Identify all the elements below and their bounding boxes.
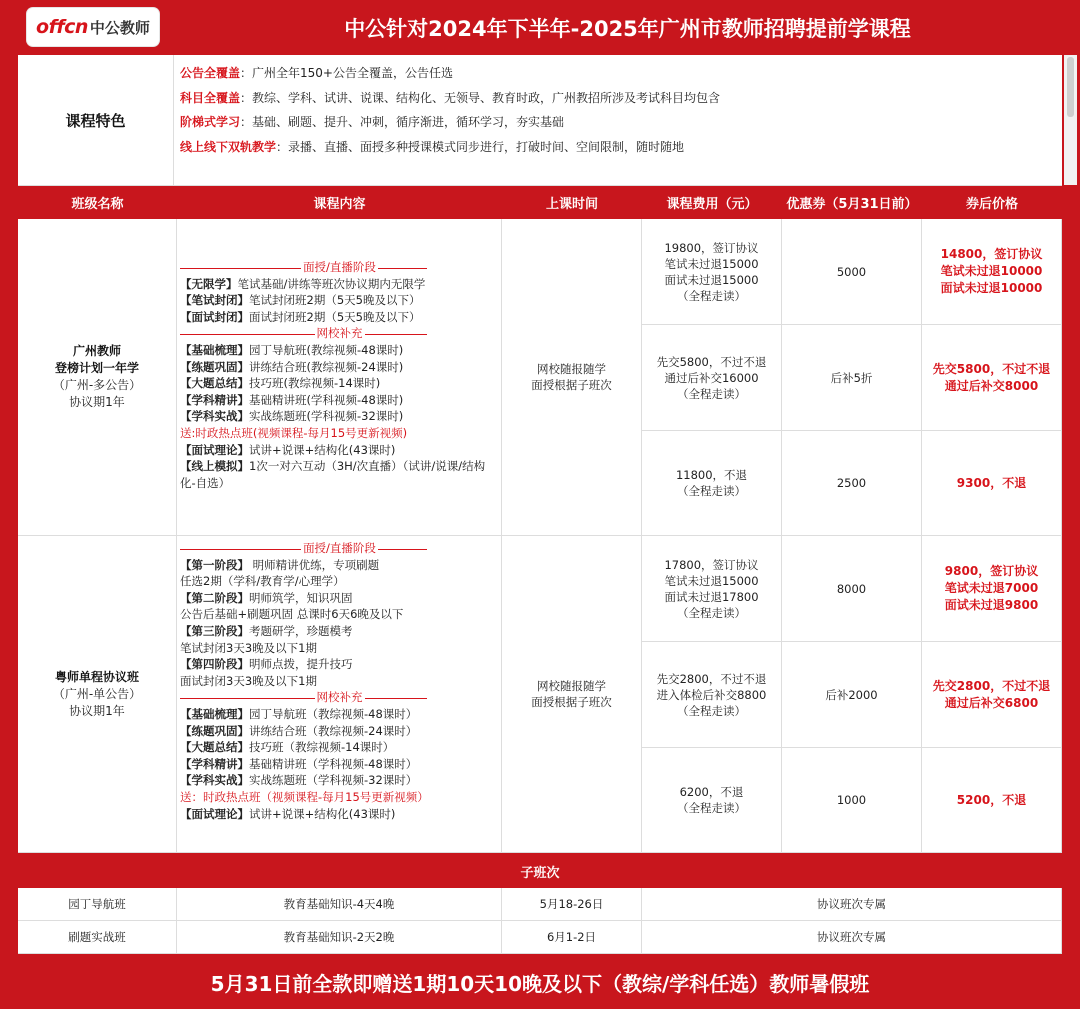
feature-line <box>180 61 1058 86</box>
coupon-value: 2500 <box>836 476 867 490</box>
content-item-text: 基础精讲班(学科视频-48课时) <box>249 392 404 407</box>
feature-line <box>180 135 1058 160</box>
price-line: 笔试未过退7000 <box>944 581 1039 595</box>
content-item <box>180 756 499 773</box>
col-fee-header: 课程费用（元） <box>666 197 758 212</box>
price-line: 通过后补交6800 <box>944 695 1039 710</box>
price-line: 通过后补交8000 <box>944 378 1039 393</box>
col-class-name-header: 班级名称 <box>71 197 124 212</box>
col-time-header: 上课时间 <box>545 197 598 212</box>
features-list <box>180 61 1058 159</box>
fee-line: 通过后补交16000 <box>664 370 759 385</box>
feature-text: ：录播、直播、面授多种授课模式同步进行，打破时间、空间限制，随时随地 <box>276 139 685 154</box>
price-cell <box>922 431 1062 536</box>
fee-cell <box>642 325 782 431</box>
fee-cell <box>642 748 782 853</box>
content-item <box>180 458 499 491</box>
content-item-key: 【学科精讲】 <box>180 392 249 407</box>
schedule-line: 网校随报随学 <box>537 679 606 693</box>
price-text <box>941 246 1043 297</box>
subclass-time-cell <box>502 888 642 921</box>
class-name <box>53 343 141 411</box>
content-item <box>180 292 499 309</box>
subclass-time-cell <box>502 921 642 954</box>
col-coupon-header: 优惠券（5月31日前） <box>786 197 918 212</box>
fee-line: （全程走读） <box>677 484 746 498</box>
course-content-cell <box>177 536 502 853</box>
content-item <box>180 557 499 574</box>
feature-key: 阶梯式学习 <box>180 115 241 129</box>
content-item-text: 试讲+说课+结构化(43课时) <box>249 442 396 457</box>
content-item-text: 讲练结合班(教综视频-24课时) <box>249 359 404 374</box>
logo-cn: 中公教师 <box>89 18 150 37</box>
coupon-value: 5000 <box>836 264 867 279</box>
content-item-key: 【无限学】 <box>180 276 238 291</box>
feature-line <box>180 110 1058 135</box>
top-banner <box>0 0 1080 55</box>
class-sub-line: 协议期1年 <box>69 703 125 718</box>
content-item-key: 【第三阶段】 <box>180 623 249 638</box>
schedule-line: 网校随报随学 <box>537 362 606 376</box>
subclass-name-cell <box>18 888 177 921</box>
coupon-value: 后补2000 <box>825 687 878 702</box>
scrollbar-thumb[interactable] <box>1067 57 1074 117</box>
content-item-text: 明师筑学，知识巩固 <box>249 590 353 605</box>
content-item <box>180 359 499 376</box>
content-item-key: 【第一阶段】 <box>180 557 249 572</box>
schedule-text <box>531 361 612 393</box>
content-item-key: 【笔试封闭】 <box>180 293 249 308</box>
course-content-cell <box>177 219 502 536</box>
subclass-header: 子班次 <box>18 854 1062 888</box>
coupon-cell <box>782 536 922 642</box>
content-item-text: 实战练题班（学科视频-32课时） <box>249 773 418 788</box>
fee-line: 11800，不退 <box>675 468 748 482</box>
fee-text <box>664 240 758 304</box>
schedule-cell <box>502 536 642 853</box>
fee-cell <box>642 536 782 642</box>
content-item <box>180 739 499 756</box>
fee-line: 先交5800，不过不退 <box>656 354 767 369</box>
gift-line: 送：时政热点班（视频课程-每月15号更新视频） <box>180 789 429 804</box>
course-table <box>18 219 1062 853</box>
class-title-line: 登榜计划一年学 <box>54 361 139 375</box>
content-item <box>180 706 499 723</box>
fee-text <box>657 671 767 719</box>
content-item-text: 实战练题班(学科视频-32课时) <box>249 409 404 424</box>
class-name-cell <box>18 536 177 853</box>
coupon-value: 8000 <box>836 581 867 596</box>
stage-label: 网校补充 <box>316 326 363 341</box>
feature-text: ：基础、刷题、提升、冲刺，循序渐进，循环学习，夯实基础 <box>240 115 565 129</box>
coupon-value: 1000 <box>836 793 867 807</box>
content-item-key: 【线上模拟】 <box>180 459 249 474</box>
content-item-text: 讲练结合班（教综视频-24课时） <box>249 723 418 738</box>
class-name-cell <box>18 219 177 536</box>
class-sub-line: （广州-单公告） <box>52 686 142 701</box>
content-item-text: 面试封闭班2期（5天5晚及以下） <box>249 309 421 324</box>
content-item-text: 明师点拨，提升技巧 <box>249 657 353 672</box>
features-label: 课程特色 <box>18 55 174 185</box>
subclass-note-cell <box>642 921 1062 954</box>
fee-line: 进入体检后补交8800 <box>656 687 767 702</box>
fee-text <box>657 354 767 402</box>
feature-key: 科目全覆盖 <box>180 90 241 105</box>
stage-label: 面授/直播阶段 <box>303 260 376 274</box>
subclass-note: 协议班次专属 <box>817 930 886 944</box>
price-line: 5200，不退 <box>956 792 1027 807</box>
content-item-key: 【大题总结】 <box>180 376 249 391</box>
class-title-line: 广州教师 <box>72 344 121 358</box>
content-item-key: 【学科实战】 <box>180 773 249 788</box>
fee-line: 面试未过退17800 <box>664 589 759 604</box>
content-item-key: 【面试封闭】 <box>180 309 249 324</box>
content-item <box>180 723 499 740</box>
content-item <box>180 408 499 425</box>
fee-line: （全程走读） <box>677 801 746 815</box>
price-cell <box>922 325 1062 431</box>
content-item <box>180 276 499 293</box>
fee-line: 先交2800，不过不退 <box>656 671 767 686</box>
fee-line: （全程走读） <box>677 703 746 718</box>
price-line: 14800，签订协议 <box>940 247 1043 261</box>
content-item-text: 园丁导航班（教综视频-48课时） <box>249 706 418 721</box>
class-title-line: 粤师单程协议班 <box>54 669 139 684</box>
subclass-table <box>18 888 1062 954</box>
content-item-key: 【面试理论】 <box>180 806 249 821</box>
stage-label: 面授/直播阶段 <box>303 541 376 555</box>
content-line: 公告后基础+刷题巩固 总课时6天6晚及以下 <box>180 607 404 622</box>
content-item-text: 技巧班(教综视频-14课时) <box>249 376 381 391</box>
subclass-content-cell <box>177 888 502 921</box>
fee-cell <box>642 642 782 748</box>
fee-line: （全程走读） <box>677 605 746 620</box>
subclass-note: 协议班次专属 <box>817 897 886 911</box>
course-features <box>18 55 1062 186</box>
content-item-key: 【大题总结】 <box>180 740 249 755</box>
content-line: 面试封闭3天3晚及以下1期 <box>180 673 317 688</box>
price-line: 先交5800，不过不退 <box>932 361 1051 376</box>
subclass-name-cell <box>18 921 177 954</box>
price-line: 9800，签订协议 <box>944 564 1039 578</box>
content-item-text: 考题研学，珍题模考 <box>249 623 353 638</box>
fee-cell <box>642 219 782 325</box>
feature-key: 线上线下双轨教学 <box>180 139 277 154</box>
stage-divider <box>180 325 499 342</box>
fee-line: 面试未过退15000 <box>664 272 759 287</box>
coupon-cell <box>782 748 922 853</box>
feature-key: 公告全覆盖 <box>180 66 241 80</box>
content-item-key: 【学科实战】 <box>180 409 249 424</box>
price-cell <box>922 748 1062 853</box>
price-text <box>933 361 1050 395</box>
subclass-time: 6月1-2日 <box>546 930 597 944</box>
content-item-key: 【练题巩固】 <box>180 723 249 738</box>
col-price-header: 券后价格 <box>965 197 1018 212</box>
content-item-text: 明师精讲优练，专项刷题 <box>249 557 380 572</box>
coupon-cell <box>782 431 922 536</box>
content-item-key: 【第四阶段】 <box>180 657 249 672</box>
price-cell <box>922 536 1062 642</box>
content-item-text: 试讲+说课+结构化(43课时) <box>249 806 396 821</box>
content-item <box>180 442 499 459</box>
price-line: 面试未过退10000 <box>940 281 1043 295</box>
subclass-content: 教育基础知识-2天2晚 <box>283 930 395 944</box>
logo-latin: offcn <box>36 16 88 38</box>
content-item-key: 【面试理论】 <box>180 442 249 457</box>
schedule-cell <box>502 219 642 536</box>
fee-text <box>664 557 758 621</box>
fee-line: 17800，签订协议 <box>664 557 759 572</box>
content-line: 笔试封闭3天3晚及以下1期 <box>180 640 317 655</box>
fee-line: 19800，签订协议 <box>664 240 759 255</box>
subclass-content-cell <box>177 921 502 954</box>
subclass-time: 5月18-26日 <box>539 897 604 911</box>
content-item <box>180 806 499 823</box>
content-item-text: 园丁导航班(教综视频-48课时) <box>249 342 404 357</box>
price-line: 笔试未过退10000 <box>940 264 1043 278</box>
offcn-logo <box>27 8 159 46</box>
stage-divider <box>180 689 499 706</box>
class-sub-line: （广州-多公告） <box>52 378 142 392</box>
content-item-key: 【第二阶段】 <box>180 590 249 605</box>
content-item-key: 【学科精讲】 <box>180 756 249 771</box>
page-title: 中公针对2024年下半年-2025年广州市教师招聘提前学课程 <box>344 16 911 41</box>
subclass-content: 教育基础知识-4天4晚 <box>283 897 395 911</box>
gift-line: 送:时政热点班(视频课程-每月15号更新视频) <box>180 425 408 440</box>
price-line: 先交2800，不过不退 <box>932 678 1051 693</box>
content-item-text: 笔试基础/讲练等班次协议期内无限学 <box>237 276 426 291</box>
subclass-name: 园丁导航班 <box>68 897 126 911</box>
coupon-cell <box>782 642 922 748</box>
content-item <box>180 309 499 326</box>
content-item-key: 【练题巩固】 <box>180 359 249 374</box>
price-line: 9300，不退 <box>956 475 1027 490</box>
class-sub-line: 协议期1年 <box>69 395 125 409</box>
class-name <box>53 669 141 720</box>
price-cell <box>922 642 1062 748</box>
content-item-key: 【基础梳理】 <box>180 706 249 721</box>
fee-line: （全程走读） <box>677 288 746 303</box>
content-item-text: 基础精讲班（学科视频-48课时） <box>249 756 418 771</box>
content-item-text: 笔试封闭班2期（5天5晚及以下） <box>249 293 421 308</box>
coupon-cell <box>782 325 922 431</box>
fee-text <box>677 784 746 816</box>
content-item <box>180 342 499 359</box>
price-text <box>957 792 1026 809</box>
content-line: 任选2期（学科/教育学/心理学） <box>180 574 345 589</box>
fee-line: 笔试未过退15000 <box>664 256 759 271</box>
price-text <box>957 475 1026 492</box>
content-item <box>180 375 499 392</box>
fee-line: 笔试未过退15000 <box>664 573 759 588</box>
footer-promo: 5月31日前全款即赠送1期10天10晚及以下（教综/学科任选）教师暑假班 <box>210 971 870 996</box>
price-text <box>945 563 1038 614</box>
content-item-text: 1次一对六互动（3H/次直播）（试讲/说课/结构化-自选） <box>180 459 486 490</box>
coupon-value: 后补5折 <box>830 370 873 385</box>
content-item <box>180 772 499 789</box>
feature-text: ：广州全年150+公告全覆盖，公告任选 <box>240 66 453 80</box>
content-item <box>180 623 499 640</box>
schedule-text <box>531 678 612 710</box>
scrollbar[interactable] <box>1064 55 1077 185</box>
stage-label: 网校补充 <box>316 690 363 705</box>
content-item <box>180 656 499 673</box>
price-cell <box>922 219 1062 325</box>
feature-line <box>180 86 1058 111</box>
stage-divider <box>180 540 499 557</box>
coupon-cell <box>782 219 922 325</box>
fee-line: （全程走读） <box>677 386 746 401</box>
content-item-key: 【基础梳理】 <box>180 342 249 357</box>
fee-cell <box>642 431 782 536</box>
table-header <box>18 186 1062 219</box>
schedule-line: 面授根据子班次 <box>531 378 612 392</box>
subclass-note-cell <box>642 888 1062 921</box>
schedule-line: 面授根据子班次 <box>531 695 612 709</box>
content-item <box>180 392 499 409</box>
content-item <box>180 590 499 607</box>
stage-divider <box>180 259 499 276</box>
price-line: 面试未过退9800 <box>944 598 1039 612</box>
fee-text <box>676 467 747 499</box>
price-text <box>933 678 1050 712</box>
content-item-text: 技巧班（教综视频-14课时） <box>249 740 395 755</box>
feature-text: ：教综、学科、试讲、说课、结构化、无领导、教育时政，广州教招所涉及考试科目均包含 <box>240 90 721 105</box>
col-content-header: 课程内容 <box>313 197 366 212</box>
fee-line: 6200，不退 <box>679 785 744 799</box>
subclass-name: 刷题实战班 <box>68 930 126 944</box>
